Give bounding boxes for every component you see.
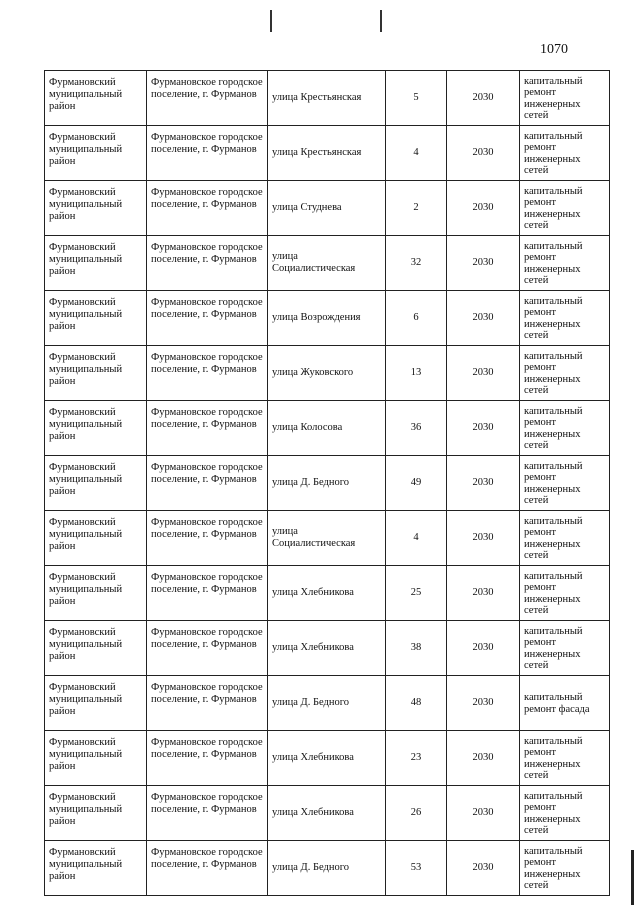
table-row [45, 401, 610, 456]
street-cell: улица Жуковского [268, 346, 386, 401]
binding-mark-left [270, 10, 272, 32]
year-cell: 2030 [447, 456, 520, 511]
street-cell: улица Д. Бедного [268, 841, 386, 896]
table-row [45, 236, 610, 291]
year-cell: 2030 [447, 236, 520, 291]
work-type-cell: капитальный ремонт инженерных сетей [520, 126, 610, 181]
settlement-cell: Фурмановское городское поселение, г. Фурманов [147, 511, 268, 566]
table-row [45, 621, 610, 676]
house-number-cell: 38 [386, 621, 447, 676]
district-cell: Фурмановский муниципальный район [45, 126, 147, 181]
year-cell: 2030 [447, 126, 520, 181]
table-row [45, 566, 610, 621]
settlement-cell: Фурмановское городское поселение, г. Фурманов [147, 621, 268, 676]
work-type-cell: капитальный ремонт инженерных сетей [520, 401, 610, 456]
year-cell: 2030 [447, 841, 520, 896]
binding-mark-right [380, 10, 382, 32]
table-body [45, 71, 610, 896]
house-number-cell: 4 [386, 511, 447, 566]
settlement-cell: Фурмановское городское поселение, г. Фурманов [147, 71, 268, 126]
street-cell: улица Хлебникова [268, 621, 386, 676]
table-row [45, 731, 610, 786]
house-number-cell: 5 [386, 71, 447, 126]
house-number-cell: 49 [386, 456, 447, 511]
district-cell: Фурмановский муниципальный район [45, 236, 147, 291]
district-cell: Фурмановский муниципальный район [45, 621, 147, 676]
district-cell: Фурмановский муниципальный район [45, 786, 147, 841]
district-cell: Фурмановский муниципальный район [45, 181, 147, 236]
street-cell: улица Социалистическая [268, 236, 386, 291]
district-cell: Фурмановский муниципальный район [45, 841, 147, 896]
work-type-cell: капитальный ремонт инженерных сетей [520, 566, 610, 621]
work-type-cell: капитальный ремонт инженерных сетей [520, 456, 610, 511]
street-cell: улица Возрождения [268, 291, 386, 346]
district-cell: Фурмановский муниципальный район [45, 511, 147, 566]
street-cell: улица Социалистическая [268, 511, 386, 566]
house-number-cell: 48 [386, 676, 447, 731]
table-row [45, 126, 610, 181]
house-number-cell: 36 [386, 401, 447, 456]
house-number-cell: 32 [386, 236, 447, 291]
work-type-cell: капитальный ремонт инженерных сетей [520, 511, 610, 566]
table-row [45, 676, 610, 731]
year-cell: 2030 [447, 346, 520, 401]
work-type-cell: капитальный ремонт инженерных сетей [520, 181, 610, 236]
house-number-cell: 53 [386, 841, 447, 896]
year-cell: 2030 [447, 71, 520, 126]
work-type-cell: капитальный ремонт фасада [520, 676, 610, 731]
district-cell: Фурмановский муниципальный район [45, 566, 147, 621]
settlement-cell: Фурмановское городское поселение, г. Фурманов [147, 456, 268, 511]
district-cell: Фурмановский муниципальный район [45, 401, 147, 456]
house-number-cell: 23 [386, 731, 447, 786]
table-row [45, 456, 610, 511]
district-cell: Фурмановский муниципальный район [45, 731, 147, 786]
work-type-cell: капитальный ремонт инженерных сетей [520, 621, 610, 676]
year-cell: 2030 [447, 566, 520, 621]
settlement-cell: Фурмановское городское поселение, г. Фурманов [147, 566, 268, 621]
settlement-cell: Фурмановское городское поселение, г. Фурманов [147, 731, 268, 786]
year-cell: 2030 [447, 621, 520, 676]
table-row [45, 291, 610, 346]
district-cell: Фурмановский муниципальный район [45, 676, 147, 731]
district-cell: Фурмановский муниципальный район [45, 456, 147, 511]
scan-edge-shadow [631, 850, 634, 905]
work-type-cell: капитальный ремонт инженерных сетей [520, 291, 610, 346]
table-row [45, 346, 610, 401]
work-type-cell: капитальный ремонт инженерных сетей [520, 731, 610, 786]
year-cell: 2030 [447, 511, 520, 566]
year-cell: 2030 [447, 401, 520, 456]
year-cell: 2030 [447, 291, 520, 346]
year-cell: 2030 [447, 181, 520, 236]
settlement-cell: Фурмановское городское поселение, г. Фурманов [147, 401, 268, 456]
street-cell: улица Студнева [268, 181, 386, 236]
street-cell: улица Д. Бедного [268, 456, 386, 511]
settlement-cell: Фурмановское городское поселение, г. Фурманов [147, 841, 268, 896]
district-cell: Фурмановский муниципальный район [45, 346, 147, 401]
table-row [45, 786, 610, 841]
street-cell: улица Крестьянская [268, 126, 386, 181]
street-cell: улица Хлебникова [268, 566, 386, 621]
street-cell: улица Хлебникова [268, 731, 386, 786]
year-cell: 2030 [447, 676, 520, 731]
table-row [45, 71, 610, 126]
work-type-cell: капитальный ремонт инженерных сетей [520, 71, 610, 126]
house-number-cell: 13 [386, 346, 447, 401]
work-type-cell: капитальный ремонт инженерных сетей [520, 346, 610, 401]
house-number-cell: 2 [386, 181, 447, 236]
district-cell: Фурмановский муниципальный район [45, 71, 147, 126]
street-cell: улица Д. Бедного [268, 676, 386, 731]
table-row [45, 841, 610, 896]
work-type-cell: капитальный ремонт инженерных сетей [520, 841, 610, 896]
settlement-cell: Фурмановское городское поселение, г. Фурманов [147, 676, 268, 731]
settlement-cell: Фурмановское городское поселение, г. Фурманов [147, 126, 268, 181]
settlement-cell: Фурмановское городское поселение, г. Фурманов [147, 346, 268, 401]
street-cell: улица Колосова [268, 401, 386, 456]
housing-repair-table [44, 70, 610, 896]
house-number-cell: 25 [386, 566, 447, 621]
district-cell: Фурмановский муниципальный район [45, 291, 147, 346]
table-row [45, 511, 610, 566]
year-cell: 2030 [447, 731, 520, 786]
street-cell: улица Крестьянская [268, 71, 386, 126]
year-cell: 2030 [447, 786, 520, 841]
settlement-cell: Фурмановское городское поселение, г. Фурманов [147, 291, 268, 346]
work-type-cell: капитальный ремонт инженерных сетей [520, 236, 610, 291]
house-number-cell: 6 [386, 291, 447, 346]
street-cell: улица Хлебникова [268, 786, 386, 841]
table-row [45, 181, 610, 236]
house-number-cell: 4 [386, 126, 447, 181]
settlement-cell: Фурмановское городское поселение, г. Фурманов [147, 181, 268, 236]
settlement-cell: Фурмановское городское поселение, г. Фурманов [147, 786, 268, 841]
page-number: 1070 [540, 42, 568, 57]
settlement-cell: Фурмановское городское поселение, г. Фурманов [147, 236, 268, 291]
house-number-cell: 26 [386, 786, 447, 841]
work-type-cell: капитальный ремонт инженерных сетей [520, 786, 610, 841]
